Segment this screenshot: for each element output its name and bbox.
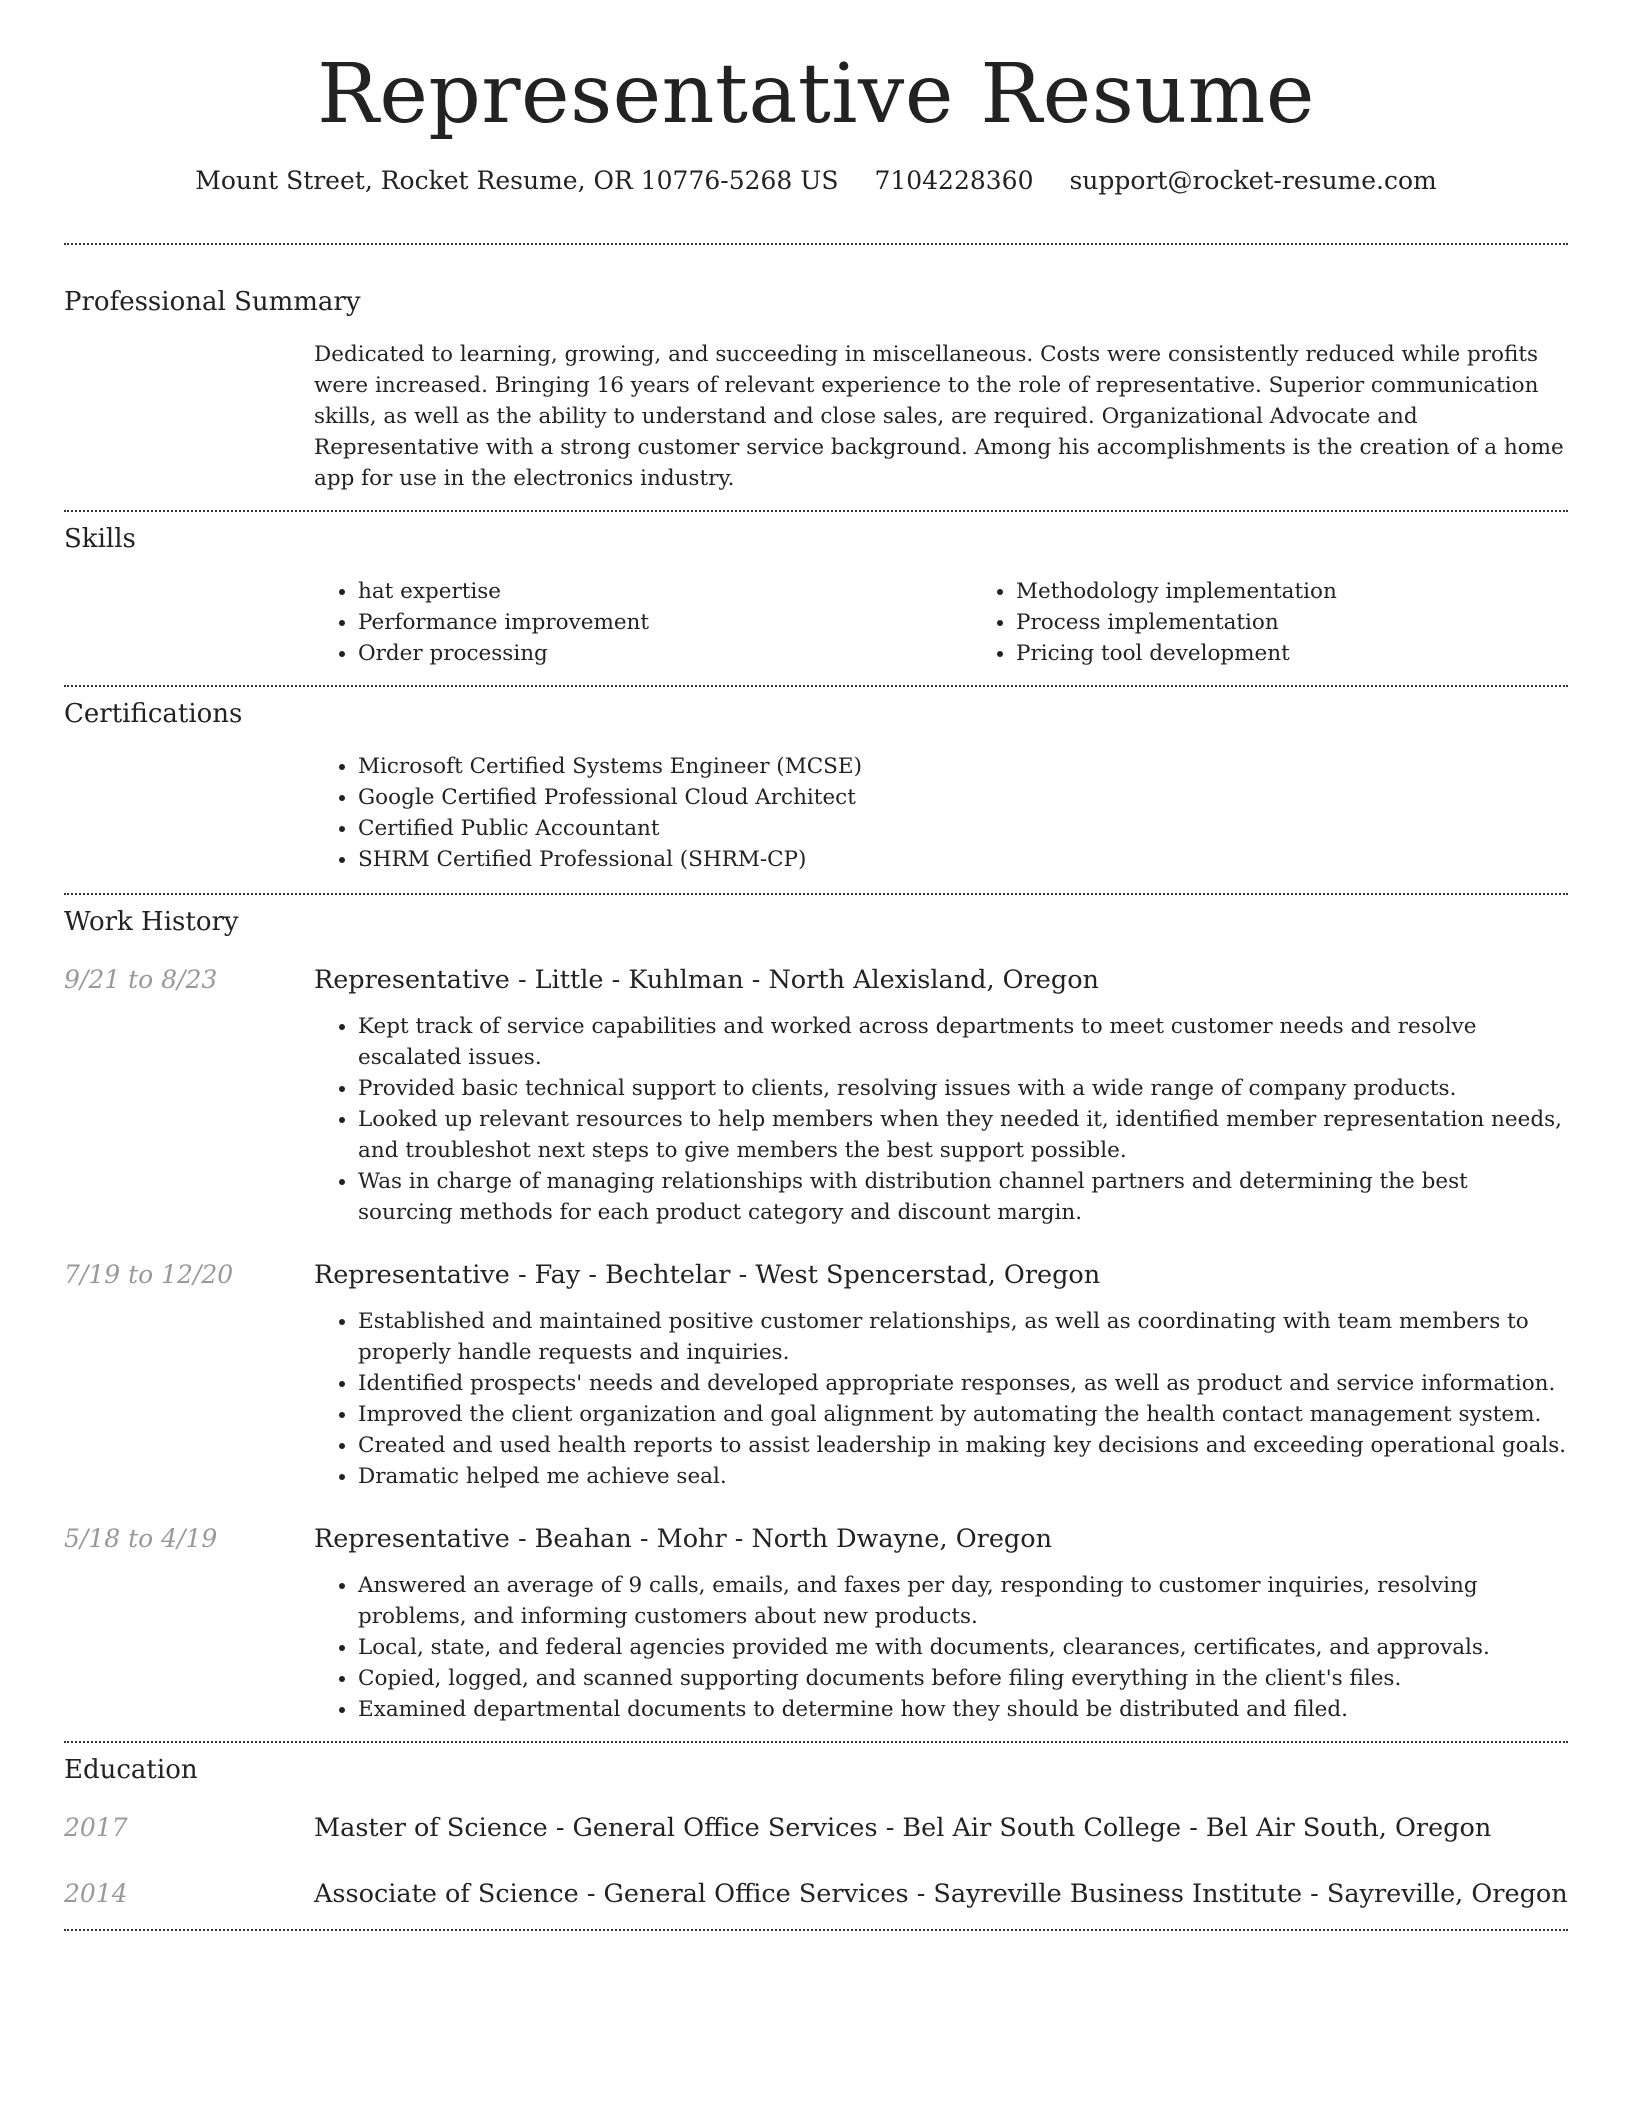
job-bullet: • Improved the client organization and goal alignment by automating the health contact management system. (358, 1399, 1568, 1430)
job-title: Representative - Little - Kuhlman - North Alexisland, Oregon (314, 965, 1099, 996)
education-entry (64, 1813, 1568, 1843)
certification-item: • Microsoft Certified Systems Engineer (MCSE) (358, 751, 1568, 782)
job-bullet: • Looked up relevant resources to help members when they needed it, identified member representation needs, and troubleshot next steps to give members the best support possible. (358, 1104, 1568, 1166)
skills-section (64, 524, 1568, 669)
job-bullet: • Was in charge of managing relationships with distribution channel partners and determining the best sourcing methods for each product category and discount margin. (358, 1166, 1568, 1228)
section-divider (64, 510, 1568, 512)
skills-heading: Skills (64, 524, 136, 555)
job-bullet: • Provided basic technical support to clients, resolving issues with a wide range of company products. (358, 1073, 1568, 1104)
job-bullet: • Answered an average of 9 calls, emails, and faxes per day, responding to customer inquiries, resolving problems, and informing customers about new products. (358, 1570, 1568, 1632)
resume-title: Representative Resume (317, 47, 1315, 142)
certifications-list (314, 751, 1568, 875)
certifications-heading: Certifications (64, 699, 243, 730)
work-history-heading: Work History (64, 907, 239, 938)
summary-section (64, 287, 1568, 494)
job-dates: 7/19 to 12/20 (64, 1260, 234, 1290)
job-bullet: • Dramatic helped me achieve seal. (358, 1461, 1568, 1492)
skills-list-right (972, 576, 1630, 669)
section-divider (64, 243, 1568, 245)
skills-list-left (314, 576, 972, 669)
contact-address: Mount Street, Rocket Resume, OR 10776-5268 US (195, 166, 839, 196)
skill-item: • Pricing tool development (1016, 638, 1630, 669)
section-divider (64, 893, 1568, 895)
job-bullet: • Local, state, and federal agencies provided me with documents, clearances, certificates, and approvals. (358, 1632, 1568, 1663)
job-entry (64, 1524, 1568, 1725)
job-bullets (314, 1570, 1568, 1725)
skill-item: • Order processing (358, 638, 972, 669)
certification-item: • SHRM Certified Professional (SHRM-CP) (358, 844, 1568, 875)
education-degree: Associate of Science - General Office Services - Sayreville Business Institute - Sayreville, Oregon (314, 1879, 1568, 1910)
education-section (64, 1755, 1568, 1909)
section-divider (64, 685, 1568, 687)
contact-phone: 7104228360 (874, 166, 1034, 196)
certifications-section (64, 699, 1568, 875)
skill-item: • Methodology implementation (1016, 576, 1630, 607)
education-year: 2017 (64, 1813, 128, 1843)
skill-item: • Performance improvement (358, 607, 972, 638)
job-title: Representative - Fay - Bechtelar - West Spencerstad, Oregon (314, 1260, 1101, 1291)
job-dates: 5/18 to 4/19 (64, 1524, 218, 1554)
job-bullet: • Established and maintained positive customer relationships, as well as coordinating with team members to properly handle requests and inquiries. (358, 1306, 1568, 1368)
education-entry (64, 1879, 1568, 1909)
job-bullets (314, 1306, 1568, 1492)
job-title: Representative - Beahan - Mohr - North Dwayne, Oregon (314, 1524, 1053, 1555)
summary-left-spacer (64, 339, 314, 494)
work-history-section (64, 907, 1568, 1725)
job-bullet: • Identified prospects' needs and developed appropriate responses, as well as product and service information. (358, 1368, 1568, 1399)
contact-line (64, 166, 1568, 195)
job-bullet: • Examined departmental documents to determine how they should be distributed and filed. (358, 1694, 1568, 1725)
job-bullet: • Copied, logged, and scanned supporting documents before filing everything in the client's files. (358, 1663, 1568, 1694)
skill-item: • hat expertise (358, 576, 972, 607)
job-entry (64, 965, 1568, 1228)
job-entry (64, 1260, 1568, 1492)
job-bullet: • Kept track of service capabilities and worked across departments to meet customer needs and resolve escalated issues. (358, 1011, 1568, 1073)
education-heading: Education (64, 1755, 198, 1786)
job-bullets (314, 1011, 1568, 1228)
education-degree: Master of Science - General Office Services - Bel Air South College - Bel Air South, Oregon (314, 1813, 1492, 1844)
section-divider (64, 1741, 1568, 1743)
summary-text: Dedicated to learning, growing, and succeeding in miscellaneous. Costs were consistently reduced while profits were increased. Bringing 16 years of relevant experience to the role of representative. Superior communication skills, as well as the ability to understand and close sales, are required. Organizational Advocate and Representative with a strong customer service background. Among his accomplishments is the creation of a home app for use in the electronics industry. (314, 342, 1564, 492)
skill-item: • Process implementation (1016, 607, 1630, 638)
education-year: 2014 (64, 1879, 128, 1909)
section-divider (64, 1929, 1568, 1931)
certification-item: • Google Certified Professional Cloud Architect (358, 782, 1568, 813)
job-bullet: • Created and used health reports to assist leadership in making key decisions and exceeding operational goals. (358, 1430, 1568, 1461)
certification-item: • Certified Public Accountant (358, 813, 1568, 844)
summary-heading: Professional Summary (64, 287, 361, 318)
job-dates: 9/21 to 8/23 (64, 965, 218, 995)
contact-email: support@rocket-resume.com (1069, 166, 1437, 196)
